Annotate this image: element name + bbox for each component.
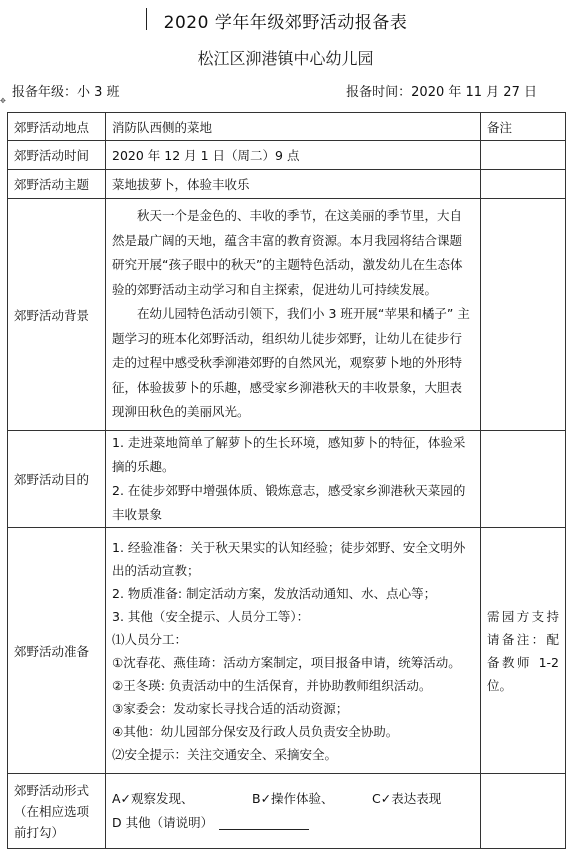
report-date: 报备时间：2020 年 11 月 27 日 [346,85,537,100]
other-fill-line[interactable] [219,817,309,830]
time-value[interactable]: 2020 年 12 月 1 日（周二）9 点 [106,141,481,170]
grade-label: 报备年级：小 3 班 [12,85,120,100]
remark-cell[interactable] [481,774,566,849]
school-name: 松江区泖港镇中心幼儿园 [197,49,374,68]
form-label: 郊野活动形式（在相应选项前打勾） [8,774,106,849]
activity-report-table [7,112,566,849]
prep-line: ②王冬瑛: 负责活动中的生活保育，并协助教师组织活动。 [112,677,432,693]
remark-header: 备注 [481,113,566,141]
option-b[interactable]: B✓操作体验、 [252,791,334,806]
goal-content[interactable] [106,431,481,528]
location-label: 郊野活动地点 [8,113,106,141]
goal-item-1: 1. 走进菜地简单了解萝卜的生长环境，感知萝卜的特征，体验采摘的乐趣。 [112,435,466,474]
prep-remark[interactable]: 需园方支持请备注：配备教师 1-2 位。 [481,528,566,774]
table-row [8,431,566,528]
background-paragraph-2: 在幼儿园特色活动引领下，我们小 3 班开展“苹果和橘子” 主题学习的班本化郊野活动，组织幼儿徒步郊野，让幼儿在徒步行走的过程中感受秋季泖港郊野的自然风光，观察萝卜地的外形特征，体验拔萝卜的乐趣，感受家乡泖港秋天的丰收景象，大胆表现泖田秋色的美丽风光。 [112,306,470,420]
prep-line: ⑴人员分工： [112,631,188,647]
theme-label: 郊野活动主题 [8,170,106,199]
prep-content[interactable] [106,528,481,774]
text-cursor [146,8,147,30]
background-label: 郊野活动背景 [8,199,106,431]
location-value[interactable]: 消防队西侧的菜地 [106,113,481,141]
theme-value[interactable]: 菜地拔萝卜，体验丰收乐 [106,170,481,199]
table-row [8,141,566,170]
option-c[interactable]: C✓表达表现 [372,791,442,806]
prep-line: ⑵安全提示：关注交通安全、采摘安全。 [112,746,338,762]
option-d[interactable]: D 其他（请说明） [112,815,214,830]
remark-cell[interactable] [481,199,566,431]
prep-line: 3. 其他（安全提示、人员分工等）： [112,608,310,624]
remark-cell[interactable] [481,141,566,170]
prep-line: 1. 经验准备：关于秋天果实的认知经验；徒步郊野、安全文明外出的活动宣教； [112,539,466,578]
background-paragraph-1: 秋天一个是金色的、丰收的季节，在这美丽的季节里，大自然是最广阔的天地，蕴含丰富的教育资源。本月我园将结合课题研究开展“孩子眼中的秋天”的主题特色活动，激发幼儿在生态体验的郊野活动主动学习和自主探索，促进幼儿可持续发展。 [112,208,463,297]
prep-line: ④其他：幼儿园部分保安及行政人员负责安全协助。 [112,723,399,739]
goal-item-2: 2. 在徒步郊野中增强体质、锻炼意志，感受家乡泖港秋天菜园的丰收景象 [112,483,466,522]
prep-label: 郊野活动准备 [8,528,106,774]
table-row [8,170,566,199]
table-row [8,113,566,141]
table-row [8,528,566,774]
option-a[interactable]: A✓观察发现、 [112,791,194,806]
prep-line: 2. 物质准备: 制定活动方案，发放活动通知、水、点心等； [112,585,437,601]
remark-cell[interactable] [481,170,566,199]
table-move-handle-icon[interactable]: ✥ [0,97,6,105]
background-content[interactable] [106,199,481,431]
form-title: 2020 学年年级郊野活动报备表 [163,13,408,33]
remark-cell[interactable] [481,431,566,528]
prep-line: ①沈春花、燕佳琦：活动方案制定，项目报备申请，统筹活动。 [112,654,461,670]
form-options[interactable] [106,774,481,849]
table-row [8,774,566,849]
time-label: 郊野活动时间 [8,141,106,170]
prep-line: ③家委会：发动家长寻找合适的活动资源； [112,700,349,716]
goal-label: 郊野活动目的 [8,431,106,528]
table-row [8,199,566,431]
